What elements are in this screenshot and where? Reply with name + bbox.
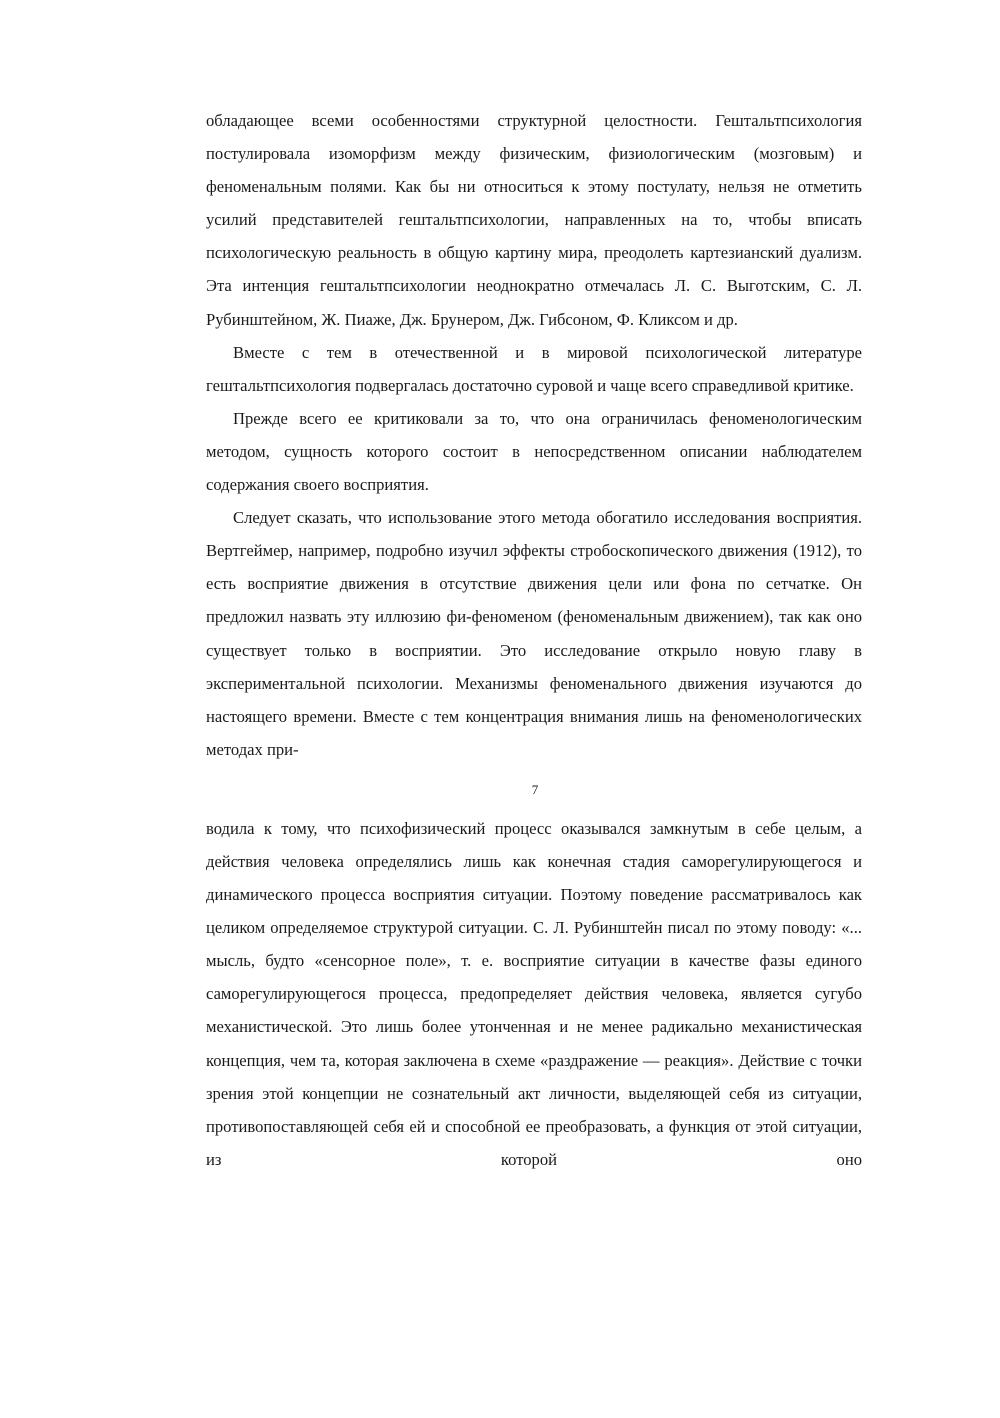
page-number: 7 bbox=[531, 781, 539, 797]
document-page bbox=[206, 104, 862, 1176]
paragraph-criticism: Вместе с тем в отечественной и в мировой психологической литературе гештальтпсихология подвергалась достаточно суровой и чаще всего справедливой критике. bbox=[206, 342, 862, 395]
paragraph-phenomenological-method: Прежде всего ее критиковали за то, что она ограничилась феноменологическим методом, сущность которого состоит в непосредственном описании наблюдателем содержания своего восприятия. bbox=[206, 408, 862, 495]
paragraph-phi-phenomenon: Следует сказать, что использование этого метода обогатило исследования восприятия. Вертгеймер, например, подробно изучил эффекты стробоскопического движения (1912), то есть восприятие движения в отсутствие движения цели или фона по сетчатке. Он предложил назвать эту иллюзию фи-феноменом (феноменальным движением), так как оно существует только в восприятии. Это исследование открыло новую главу в экспериментальной психологии. Механизмы феноменального движения изучаются до настоящего времени. Вместе с тем концентрация внимания лишь на феноменологических методах при- bbox=[206, 508, 862, 759]
paragraph-rubinstein-quote: водила к тому, что психофизический процесс оказывался замкнутым в себе целым, а действия человека определялись лишь как конечная стадия саморегулирующегося и динамического процесса восприятия ситуации. Поэтому поведение рассматривалось как целиком определяемое структурой ситуации. С. Л. Рубинштейн писал по этому поводу: «... мысль, будто «сенсорное поле», т. е. восприятие ситуации в качестве фазы единого саморегулирующегося процесса, предопределяет действия человека, является сугубо механистической. Это лишь более утонченная и не менее радикально механистическая концепция, чем та, которая заключена в схеме «раздражение — реакция». Действие с точки зрения этой концепции не сознательный акт личности, выделяющей себя из ситуации, противопоставляющей себя ей и способной ее преобразовать, а функция от этой ситуации, из которой оно bbox=[206, 818, 862, 1169]
paragraph-structural-integrity: обладающее всеми особенностями структурной целостности. Гештальтпсихология постулировала изоморфизм между физическим, физиологическим (мозговым) и феноменальным полями. Как бы ни относиться к этому постулату, нельзя не отметить усилий представителей гештальтпсихологии, направленных на то, чтобы вписать психологическую реальность в общую картину мира, преодолеть картезианский дуализм. Эта интенция гештальтпсихологии неоднократно отмечалась Л. С. Выготским, С. Л. Рубинштейном, Ж. Пиаже, Дж. Брунером, Дж. Гибсоном, Ф. Кликсом и др. bbox=[206, 111, 862, 329]
